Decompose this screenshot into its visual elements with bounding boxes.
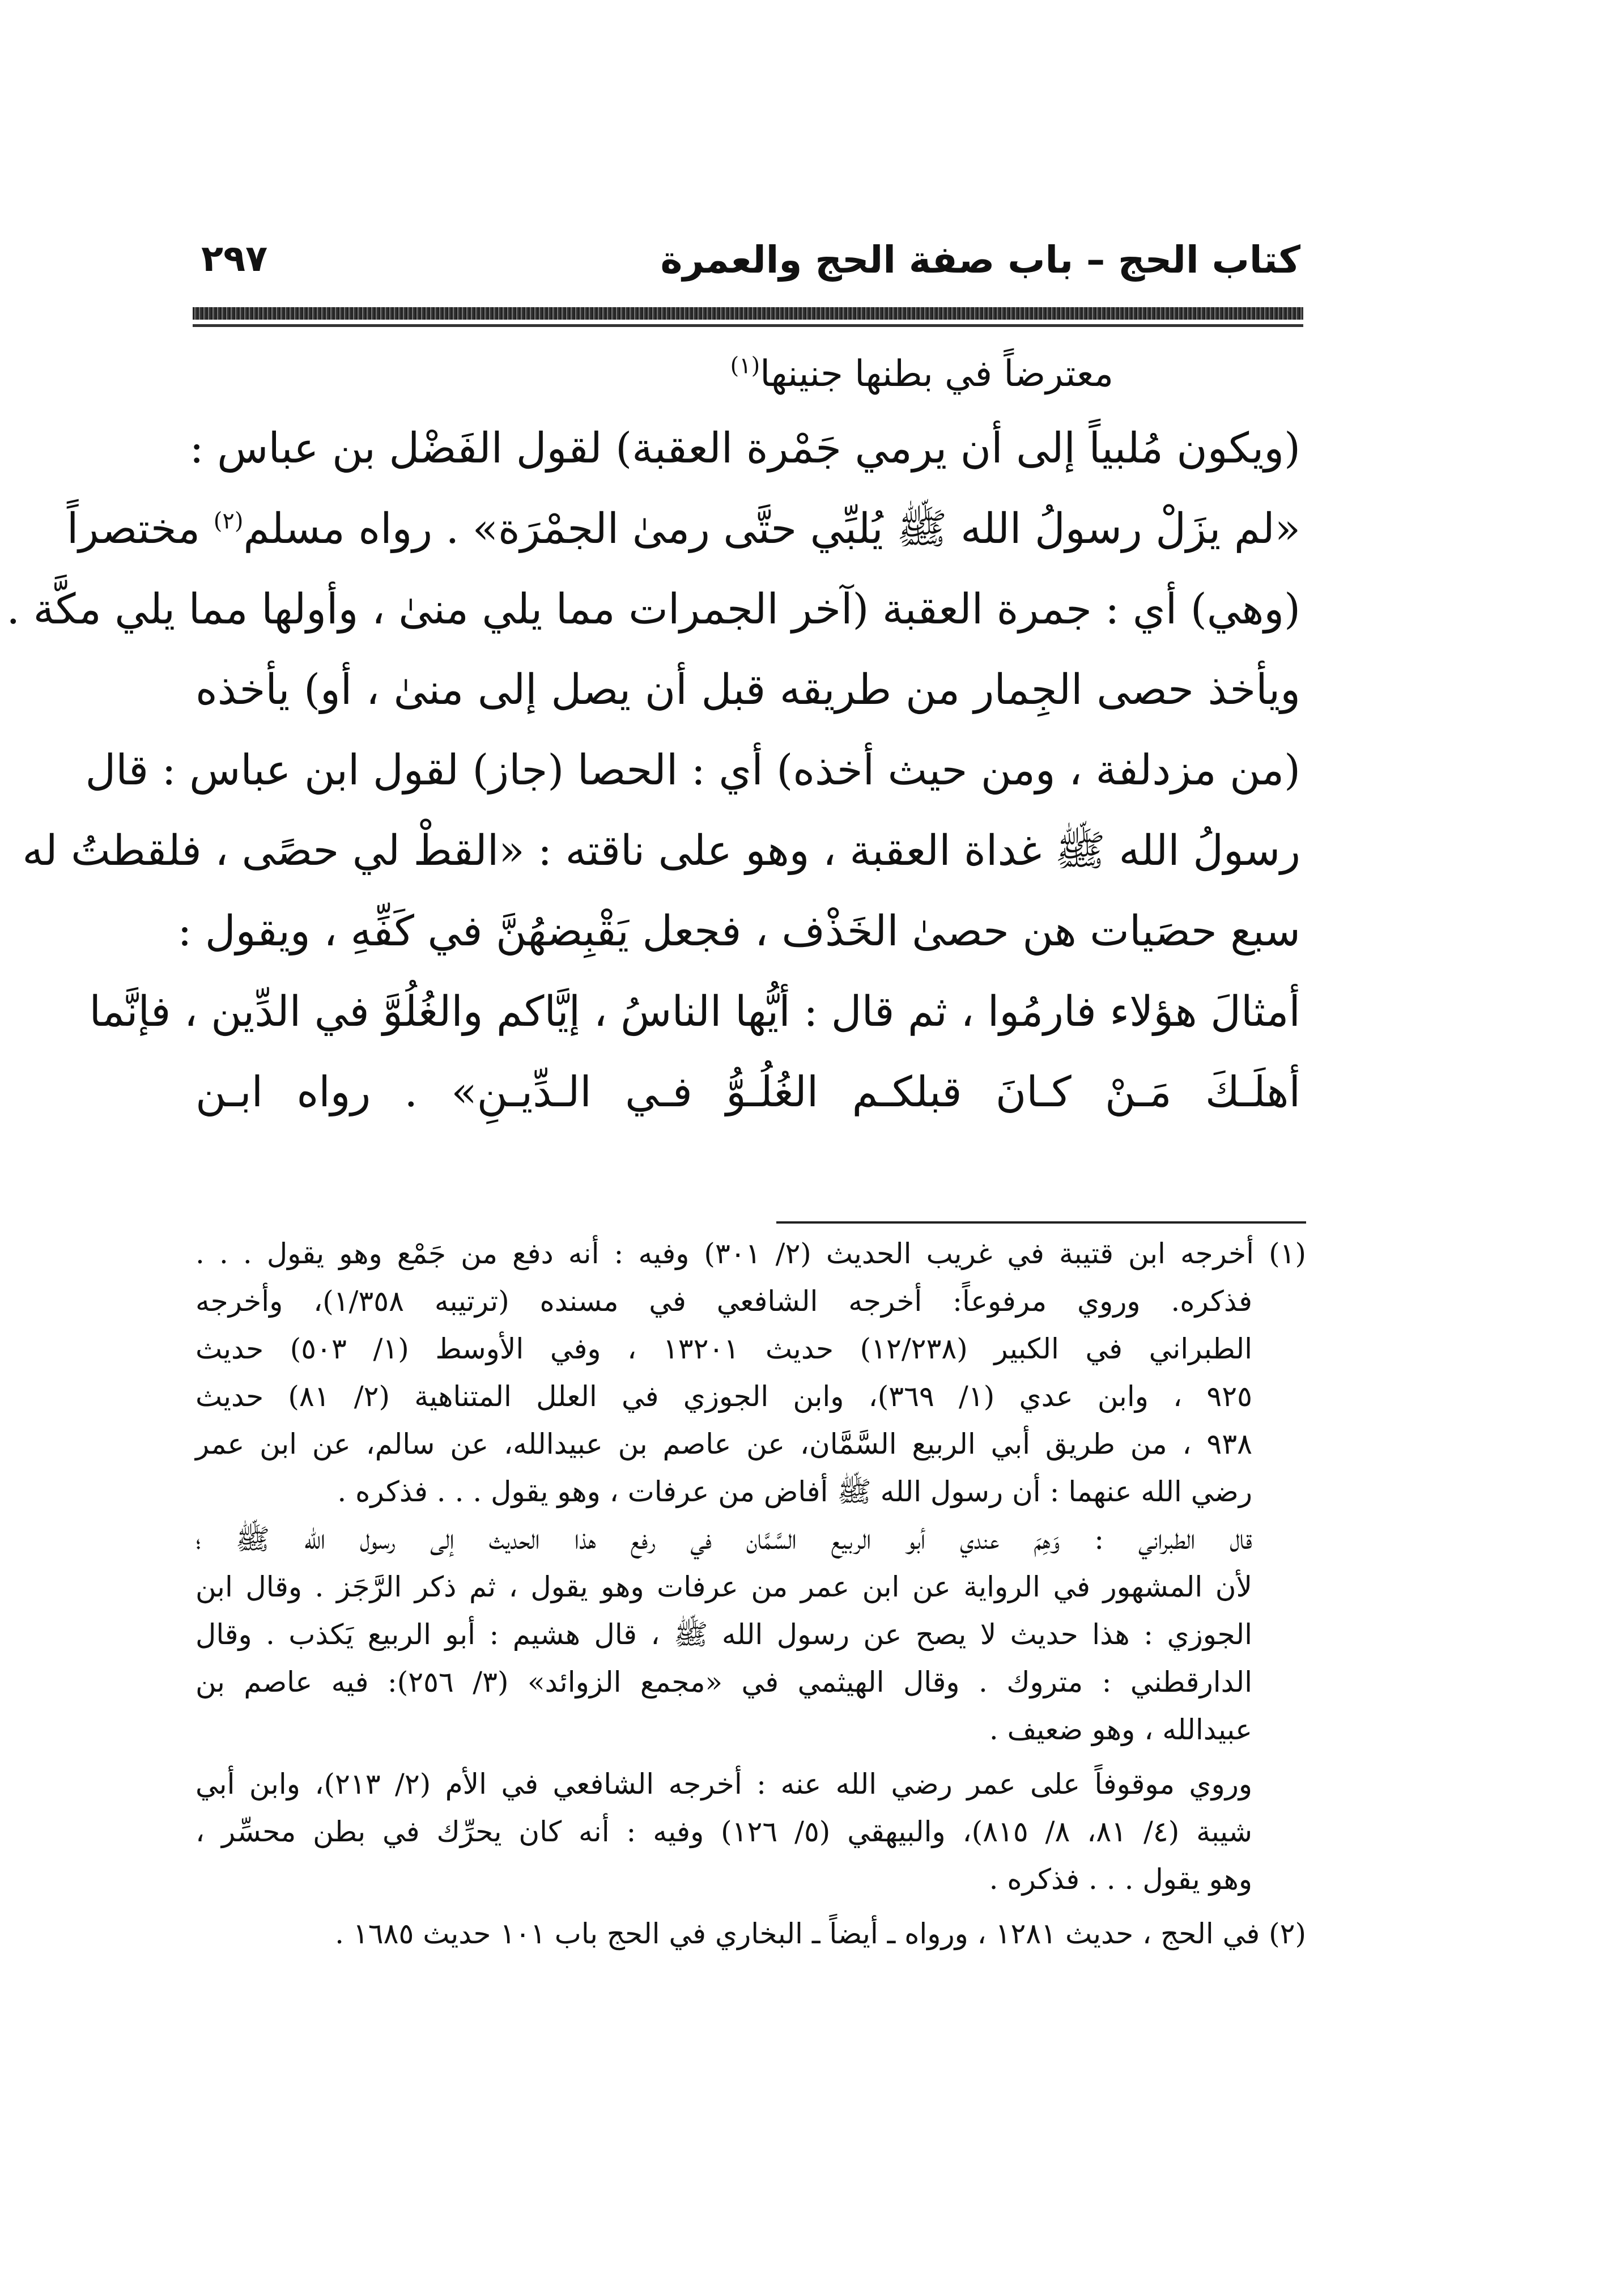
footnote-line: الطبراني في الكبير (١٢/٢٣٨) حديث ١٣٢٠١ ، وفي الأوسط (١/ ٥٠٣) حديث: [195, 1332, 1252, 1365]
footnotes: [195, 1230, 1306, 1957]
page-number: ٢٩٧: [201, 238, 268, 280]
footnote-line: لأن المشهور في الرواية عن ابن عمر من عرفات وهو يقول ، ثم ذكر الرَّجَز . وقال ابن: [195, 1570, 1252, 1603]
footnote-ref-2: (٢): [213, 508, 244, 534]
footnote-ref-1: (١): [730, 353, 760, 379]
footnote-line: الجوزي : هذا حديث لا يصح عن رسول الله ﷺ ، قال هشيم : أبو الربيع يَكذب . وقال: [195, 1618, 1252, 1651]
running-header: [201, 238, 1300, 300]
footnote-line: رضي الله عنهما : أن رسول الله ﷺ أفاض من عرفات ، وهو يقول . . . فذكره .: [337, 1475, 1252, 1508]
main-text: [6, 340, 1300, 1132]
body-line: رسولُ الله ﷺ غداة العقبة ، وهو على ناقته : «القطْ لي حصًى ، فلقطتُ له: [22, 826, 1300, 875]
header-thin-rule: [193, 324, 1303, 327]
running-title: كتاب الحج – باب صفة الحج والعمرة: [660, 238, 1300, 282]
hadith-quote: «لم يزَلْ رسولُ الله ﷺ يُلبِّي حتَّى رمىٰ الجمْرَة» . رواه مسلم: [243, 504, 1300, 553]
footnote-line: وروي موقوفاً على عمر رضي الله عنه : أخرجه الشافعي في الأم (٢/ ٢١٣)، وابن أبي: [195, 1768, 1253, 1801]
body-line: أمثالَ هؤلاء فارمُوا ، ثم قال : أيُّها الناسُ ، إيَّاكم والغُلُوَّ في الدِّين ، فإنَّما: [89, 987, 1300, 1036]
body-line: أهلَـكَ مَـنْ كـانَ قبلكـم الغُلُـوُّ فـي الـدِّيـنِ» . رواه ابـن: [195, 1068, 1300, 1116]
body-line: (وهي) أي : جمرة العقبة (آخر الجمرات مما يلي منىٰ ، وأولها مما يلي مكَّة .: [6, 585, 1300, 634]
body-line: ويأخذ حصى الجِمار من طريقه قبل أن يصل إلى منىٰ ، أو) يأخذه: [195, 665, 1300, 714]
footnote-line: فذكره. وروي مرفوعاً: أخرجه الشافعي في مسنده (ترتيبه ١/٣٥٨)، وأخرجه: [195, 1285, 1252, 1318]
body-line: (ويكون مُلبياً إلى أن يرمي جَمْرة العقبة) لقول الفَضْل بن عباس :: [189, 424, 1300, 473]
footnote-line: ٩٣٨ ، من طريق أبي الربيع السَّمَّان، عن عاصم بن عبيدالله، عن سالم، عن ابن عمر: [195, 1428, 1252, 1460]
body-line: [195, 340, 1300, 408]
footnote-line: الدارقطني : متروك . وقال الهيثمي في «مجمع الزوائد» (٣/ ٢٥٦): فيه عاصم بن: [195, 1666, 1252, 1698]
footnote-line: ٩٢٥ ، وابن عدي (١/ ٣٦٩)، وابن الجوزي في العلل المتناهية (٢/ ٨١) حديث: [195, 1380, 1252, 1413]
footnote-line: (٢) في الحج ، حديث ١٢٨١ ، ورواه ـ أيضاً ـ البخاري في الحج باب ١٠١ حديث ١٦٨٥ .: [335, 1917, 1306, 1950]
footnote-line: قال الطبراني : وَهِمَ عندي أبو الربيع السَّمَّان في رفع هذا الحديث إلى رسول الله ﷺ ؛: [195, 1523, 1252, 1556]
body-line: [66, 489, 1300, 569]
footnote-line: (١) أخرجه ابن قتيبة في غريب الحديث (٢/ ٣٠١) وفيه : أنه دفع من جَمْع وهو يقول . . .: [195, 1237, 1306, 1270]
line-tail: مختصراً: [66, 504, 201, 553]
body-line: سبع حصَيات هن حصىٰ الخَذْف ، فجعل يَقْبِضهُنَّ في كَفِّهِ ، ويقول :: [177, 907, 1300, 956]
body-line: (من مزدلفة ، ومن حيث أخذه) أي : الحصا (جاز) لقول ابن عباس : قال: [85, 746, 1300, 795]
footnote-line: شيبة (٤/ ٨١، ٨/ ٨١٥)، والبيهقي (٥/ ١٢٦) وفيه : أنه كان يحرِّك في بطن محسِّر ،: [195, 1815, 1252, 1848]
footnote-line: عبيدالله ، وهو ضعيف .: [989, 1713, 1252, 1746]
verse-line: معترضاً في بطنها جنينها: [760, 353, 1113, 395]
header-ornamental-rule: [193, 307, 1303, 320]
footnote-separator: [776, 1221, 1306, 1224]
footnote-line: وهو يقول . . . فذكره .: [989, 1863, 1252, 1896]
